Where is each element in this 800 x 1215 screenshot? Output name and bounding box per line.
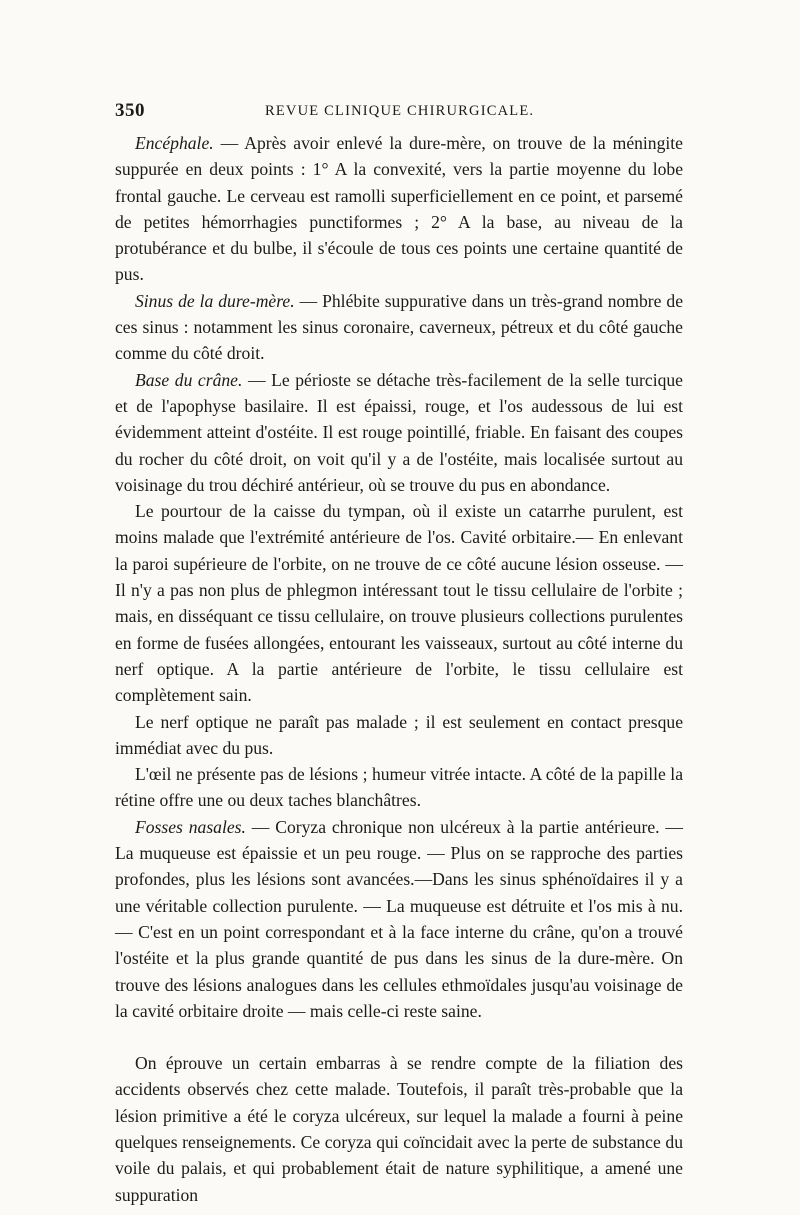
body-text [115,130,683,1208]
running-title: REVUE CLINIQUE CHIRURGICALE. [265,103,535,119]
paragraph-oeil [115,761,683,814]
paragraph-text: — Coryza chronique non ulcéreux à la partie antérieure. — La muqueuse est épaissie et un peu rouge. — Plus on se rapproche des parties profondes, plus les lésions sont avancées.—Dans les sinus sphénoïdaires il y a une véritable collection purulente. — La muqueuse est détruite et l'os mis à nu. — C'est en un point correspondant et à la face interne du crâne, qu'on a trouvé l'ostéite et la plus grande quantité de pus dans les sinus de la dure-mère. On trouve des lésions analogues dans les cellules ethmoïdales jusqu'au voisinage de la cavité orbitaire droite — mais celle-ci reste saine. [115,816,683,1021]
section-title: Fosses nasales. [135,816,246,837]
paragraph-text: — Phlébite suppurative dans un très-grand nombre de ces sinus : notamment les sinus coronaire, caverneux, pétreux et du côté gauche comme du côté droit. [115,290,684,364]
paragraph-text: Le pourtour de la caisse du tympan, où il existe un catarrhe purulent, est moins malade que l'extrémité antérieure de l'os. Cavité orbitaire.— En enlevant la paroi supérieure de l'orbite, on ne trouve de ce côté aucune lésion osseuse. — Il n'y a pas non plus de phlegmon intéressant tout le tissu cellulaire de l'orbite ; mais, en disséquant ce tissu cellulaire, on trouve plusieurs collections purulentes en forme de fusées allongées, entourant les vaisseaux, surtout au côté interne du nerf optique. A la partie antérieure de l'orbite, le tissu cellulaire est complètement sain. [115,501,683,706]
paragraph-fosses-nasales [115,814,683,1024]
page-header [115,100,683,124]
paragraph-sinus [115,288,683,367]
paragraph-tympan [115,498,683,708]
page-number: 350 [115,100,145,121]
paragraph-text: — Le périoste se détache très-facilement de la selle turcique et de l'apophyse basilaire. Il est épaissi, rouge, et l'os audessous de lui est évidemment atteint d'ostéite. Il est rouge pointillé, friable. En faisant des coupes du rocher du côté droit, on voit qu'il y a de l'ostéite, mais localisée surtout au voisinage du trou déchiré antérieur, où se trouve du pus en abondance. [115,369,683,495]
paragraph-conclusion [115,1050,683,1208]
paragraph-nerf-optique [115,709,683,762]
paragraph-encephale [115,130,683,288]
paragraph-text: — Après avoir enlevé la dure-mère, on trouve de la méningite suppurée en deux points : 1° A la convexité, vers la partie moyenne du lobe frontal gauche. Le cerveau est ramolli superficiellement en ce point, et parsemé de petites hémorrhagies punctiformes ; 2° A la base, au niveau de la protubérance et du bulbe, il s'écoule de tous ces points une certaine quantité de pus. [115,133,683,285]
section-title: Base du crâne. [135,369,243,390]
paragraph-text: L'œil ne présente pas de lésions ; humeur vitrée intacte. A côté de la papille la rétine offre une ou deux taches blanchâtres. [115,764,683,811]
section-title: Sinus de la dure-mère. [135,290,295,311]
paragraph-base-crane [115,367,683,498]
section-title: Encéphale. [135,133,214,153]
paragraph-text: On éprouve un certain embarras à se rendre compte de la filiation des accidents observés chez cette malade. Toutefois, il paraît très-probable que la lésion primitive a été le coryza ulcéreux, sur lequel la malade a fourni à peine quelques renseignements. Ce coryza qui coïncidait avec la perte de substance du voile du palais, et qui probablement était de nature syphilitique, a amené une suppuration [115,1053,683,1205]
paragraph-text: Le nerf optique ne paraît pas malade ; il est seulement en contact presque immédiat avec du pus. [115,711,683,758]
